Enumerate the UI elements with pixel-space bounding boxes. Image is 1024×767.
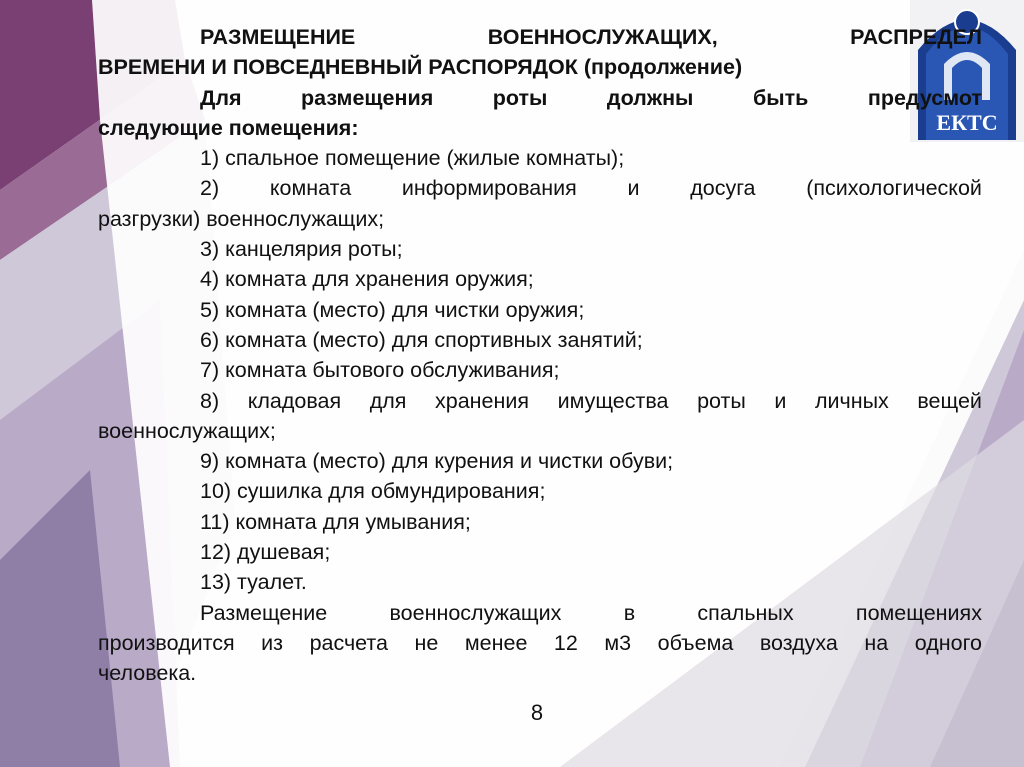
list-item: 7) комната бытового обслуживания;	[200, 358, 560, 383]
word: воздуха	[759, 630, 838, 655]
list-item-continuation: военнослужащих;	[98, 418, 276, 443]
list-item: 5) комната (место) для чистки оружия;	[200, 297, 585, 322]
word: расчета	[309, 630, 388, 655]
word: объема	[657, 630, 734, 655]
word: не	[414, 630, 439, 655]
word: размещения	[301, 85, 434, 110]
word: в	[623, 600, 636, 625]
word: досуга	[690, 176, 756, 201]
intro-line-2: следующие помещения:	[98, 115, 359, 140]
list-item	[98, 386, 982, 416]
word: вещей	[917, 388, 982, 413]
list-item-continuation: разгрузки) военнослужащих;	[98, 206, 385, 231]
word: быть	[752, 85, 809, 110]
list-item: 3) канцелярия роты;	[200, 237, 403, 262]
word: на	[864, 630, 889, 655]
word: производится	[98, 630, 235, 655]
word: для	[369, 388, 407, 413]
word: РАЗМЕЩЕНИЕ	[200, 25, 356, 49]
list-item: 11) комната для умывания;	[200, 509, 471, 534]
word: 12	[553, 630, 578, 655]
word: военнослужащих	[389, 600, 562, 625]
word: (психологической	[806, 176, 982, 201]
slide-content	[98, 22, 982, 689]
word: предусмот	[867, 85, 982, 110]
list-item: 1) спальное помещение (жилые комнаты);	[200, 146, 625, 171]
title-line-2: ВРЕМЕНИ И ПОВСЕДНЕВНЫЙ РАСПОРЯДОК (продолжение)	[98, 55, 743, 80]
word: 2)	[200, 176, 220, 201]
page-number: 8	[530, 700, 544, 725]
word: хранения	[434, 388, 530, 413]
word: роты	[697, 388, 746, 413]
word: м3	[604, 630, 632, 655]
word: имущества	[557, 388, 669, 413]
list-item: 9) комната (место) для курения и чистки обуви;	[200, 449, 674, 474]
word: комната	[269, 176, 352, 201]
word: личных	[814, 388, 889, 413]
word: и	[627, 176, 640, 201]
closing-line-3: человека.	[98, 661, 197, 686]
word: одного	[914, 630, 982, 655]
word: информирования	[401, 176, 577, 201]
word: роты	[492, 85, 548, 110]
word: спальных	[697, 600, 794, 625]
list-item	[98, 173, 982, 203]
word: менее	[464, 630, 528, 655]
list-item: 4) комната для хранения оружия;	[200, 267, 534, 292]
logo-text: ЕКТС	[936, 110, 998, 135]
word: Для	[200, 85, 242, 110]
list-item: 12) душевая;	[200, 540, 331, 565]
word: и	[774, 388, 787, 413]
closing-line-1	[98, 598, 982, 628]
word: ВОЕННОСЛУЖАЩИХ,	[487, 25, 718, 49]
word: из	[261, 630, 284, 655]
list-item: 6) комната (место) для спортивных занятий;	[200, 327, 643, 352]
intro-line-1	[98, 83, 982, 113]
list-item: 13) туалет.	[200, 570, 307, 595]
word: помещениях	[855, 600, 982, 625]
list-item: 10) сушилка для обмундирования;	[200, 479, 546, 504]
closing-line-2	[98, 628, 982, 658]
title-line-1	[98, 22, 982, 52]
word: кладовая	[247, 388, 342, 413]
word: 8)	[200, 388, 220, 413]
word: должны	[606, 85, 694, 110]
word: Размещение	[200, 600, 328, 625]
word: РАСПРЕДЕЛ	[850, 25, 982, 49]
